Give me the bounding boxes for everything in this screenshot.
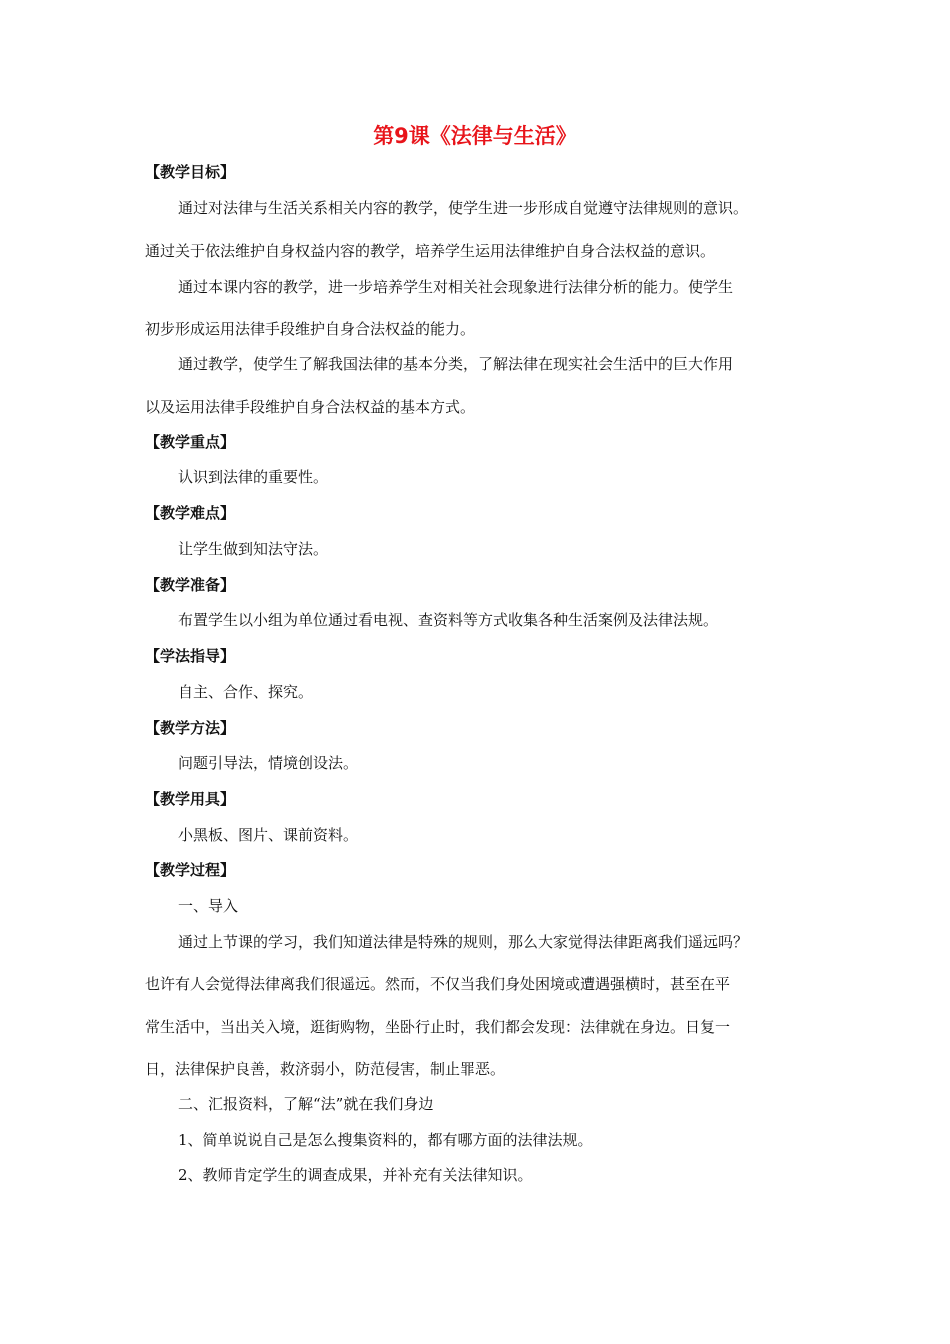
document-title: 第9课《法律与生活》 (373, 124, 577, 148)
paragraph-line: 问题引导法，情境创设法。 (178, 754, 359, 772)
paragraph-line: 以及运用法律手段维护自身合法权益的基本方式。 (145, 398, 476, 416)
list-item: 1、简单说说自己是怎么搜集资料的，都有哪方面的法律法规。 (178, 1131, 593, 1149)
paragraph-line: 初步形成运用法律手段维护自身合法权益的能力。 (145, 320, 476, 338)
paragraph-line: 小黑板、图片、课前资料。 (178, 826, 359, 844)
subsection-heading-report: 二、汇报资料，了解“法”就在我们身边 (178, 1095, 434, 1113)
paragraph-line: 也许有人会觉得法律离我们很遥远。然而，不仅当我们身处困境或遭遇强横时，甚至在平 (145, 975, 731, 993)
section-heading-difficulties: 【教学难点】 (145, 504, 236, 522)
paragraph-line: 日，法律保护良善，救济弱小，防范侵害，制止罪恶。 (145, 1060, 506, 1078)
paragraph-line: 通过上节课的学习，我们知道法律是特殊的规则，那么大家觉得法律距离我们遥远吗？ (178, 933, 749, 951)
paragraph-line: 让学生做到知法守法。 (178, 540, 329, 558)
paragraph-line: 通过本课内容的教学，进一步培养学生对相关社会现象进行法律分析的能力。使学生 (178, 278, 734, 296)
paragraph-line: 常生活中，当出关入境，逛街购物，坐卧行止时，我们都会发现：法律就在身边。日复一 (145, 1018, 731, 1036)
paragraph-line: 通过对法律与生活关系相关内容的教学，使学生进一步形成自觉遵守法律规则的意识。 (178, 199, 749, 217)
section-heading-study-guidance: 【学法指导】 (145, 647, 236, 665)
paragraph-line: 通过关于依法维护自身权益内容的教学，培养学生运用法律维护自身合法权益的意识。 (145, 242, 716, 260)
section-heading-key-points: 【教学重点】 (145, 433, 236, 451)
paragraph-line: 通过教学，使学生了解我国法律的基本分类，了解法律在现实社会生活中的巨大作用 (178, 355, 734, 373)
section-heading-tools: 【教学用具】 (145, 790, 236, 808)
paragraph-line: 认识到法律的重要性。 (178, 468, 329, 486)
section-heading-objectives: 【教学目标】 (145, 163, 236, 181)
section-heading-process: 【教学过程】 (145, 861, 236, 879)
subsection-heading-intro: 一、导入 (178, 897, 239, 915)
section-heading-methods: 【教学方法】 (145, 719, 236, 737)
section-heading-preparation: 【教学准备】 (145, 576, 236, 594)
paragraph-line: 布置学生以小组为单位通过看电视、查资料等方式收集各种生活案例及法律法规。 (178, 611, 719, 629)
paragraph-line: 自主、合作、探究。 (178, 683, 314, 701)
list-item: 2、教师肯定学生的调查成果，并补充有关法律知识。 (178, 1166, 533, 1184)
